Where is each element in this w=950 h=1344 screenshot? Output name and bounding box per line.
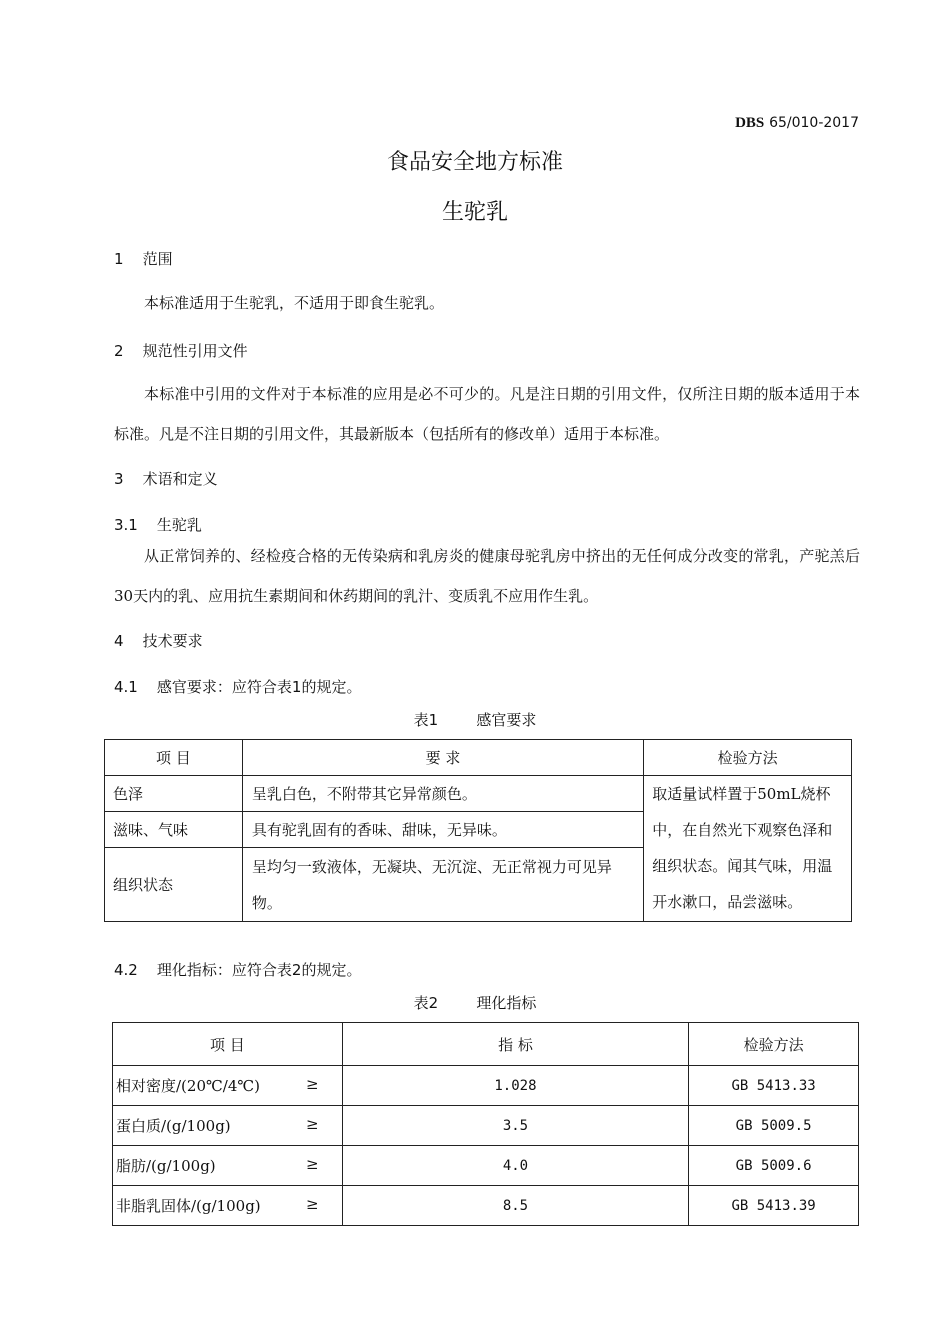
row-item-label: 脂肪/(g/100g): [116, 1157, 216, 1175]
test-method-cell: 取适量试样置于50mL烧杯中，在自然光下观察色泽和组织状态。闻其气味，用温开水漱口，品尝滋味。: [644, 776, 852, 922]
row-comparison-sign: ≥: [306, 1195, 319, 1213]
section-4-1-heading: 4.1 感官要求：应符合表1的规定。: [114, 678, 362, 696]
row-value: 1.028: [342, 1066, 688, 1106]
section-3-1-heading: 3.1 生驼乳: [114, 516, 202, 534]
table-1-caption: 表1 感官要求: [413, 711, 537, 729]
table-row: [113, 1066, 859, 1106]
column-header-method: 检验方法: [689, 1023, 859, 1066]
section-3-heading: 3 术语和定义: [114, 470, 218, 488]
column-header-index: 指 标: [342, 1023, 688, 1066]
standard-code-number: 65/010-2017: [769, 115, 859, 131]
row-method: GB 5413.33: [689, 1066, 859, 1106]
document-title: 食品安全地方标准: [386, 150, 563, 175]
column-header-item: 项 目: [105, 740, 243, 776]
row-requirement: 呈均匀一致液体，无凝块、无沉淀、无正常视力可见异物。: [242, 848, 643, 922]
column-header-method: 检验方法: [644, 740, 852, 776]
table-row: [113, 1186, 859, 1226]
table-row: [105, 776, 852, 812]
row-value: 3.5: [342, 1106, 688, 1146]
standard-code-prefix: DBS: [735, 115, 765, 131]
row-item: 组织状态: [105, 848, 243, 922]
table-2-caption: 表2 理化指标: [413, 994, 537, 1012]
section-4-heading: 4 技术要求: [114, 632, 203, 650]
table-header-row: [105, 740, 852, 776]
section-2-text: 本标准中引用的文件对于本标准的应用是必不可少的。凡是注日期的引用文件，仅所注日期的版本适用于本标准。凡是不注日期的引用文件，其最新版本（包括所有的修改单）适用于本标准。: [114, 385, 860, 443]
row-value: 4.0: [342, 1146, 688, 1186]
table-row: [113, 1146, 859, 1186]
row-item: [113, 1146, 343, 1186]
row-item-label: 蛋白质/(g/100g): [116, 1117, 231, 1135]
document-subtitle: 生驼乳: [441, 200, 508, 225]
row-comparison-sign: ≥: [306, 1075, 319, 1093]
row-method: GB 5413.39: [689, 1186, 859, 1226]
section-2-heading: 2 规范性引用文件: [114, 342, 248, 360]
row-item-label: 非脂乳固体/(g/100g): [116, 1197, 261, 1215]
standard-code: [735, 113, 859, 132]
table-header-row: [113, 1023, 859, 1066]
section-4-2-heading: 4.2 理化指标：应符合表2的规定。: [114, 961, 362, 979]
row-requirement: 呈乳白色，不附带其它异常颜色。: [242, 776, 643, 812]
row-value: 8.5: [342, 1186, 688, 1226]
row-item: [113, 1186, 343, 1226]
row-comparison-sign: ≥: [306, 1115, 319, 1133]
section-1-heading: 1 范围: [114, 250, 173, 268]
row-comparison-sign: ≥: [306, 1155, 319, 1173]
section-1-text: 本标准适用于生驼乳，不适用于即食生驼乳。: [144, 294, 445, 312]
row-item-label: 相对密度/(20℃/4℃): [116, 1077, 261, 1095]
row-item: [113, 1106, 343, 1146]
row-method: GB 5009.5: [689, 1106, 859, 1146]
section-3-1-text: 从正常饲养的、经检疫合格的无传染病和乳房炎的健康母驼乳房中挤出的无任何成分改变的常乳，产驼羔后30天内的乳、应用抗生素期间和休药期间的乳汁、变质乳不应用作生乳。: [114, 547, 860, 605]
row-requirement: 具有驼乳固有的香味、甜味，无异味。: [242, 812, 643, 848]
row-item: 滋味、气味: [105, 812, 243, 848]
sensory-requirements-table: [104, 739, 852, 922]
physicochemical-indicators-table: [112, 1022, 859, 1226]
column-header-requirement: 要 求: [242, 740, 643, 776]
row-method: GB 5009.6: [689, 1146, 859, 1186]
row-item: [113, 1066, 343, 1106]
row-item: 色泽: [105, 776, 243, 812]
table-row: [113, 1106, 859, 1146]
column-header-item: 项 目: [113, 1023, 343, 1066]
